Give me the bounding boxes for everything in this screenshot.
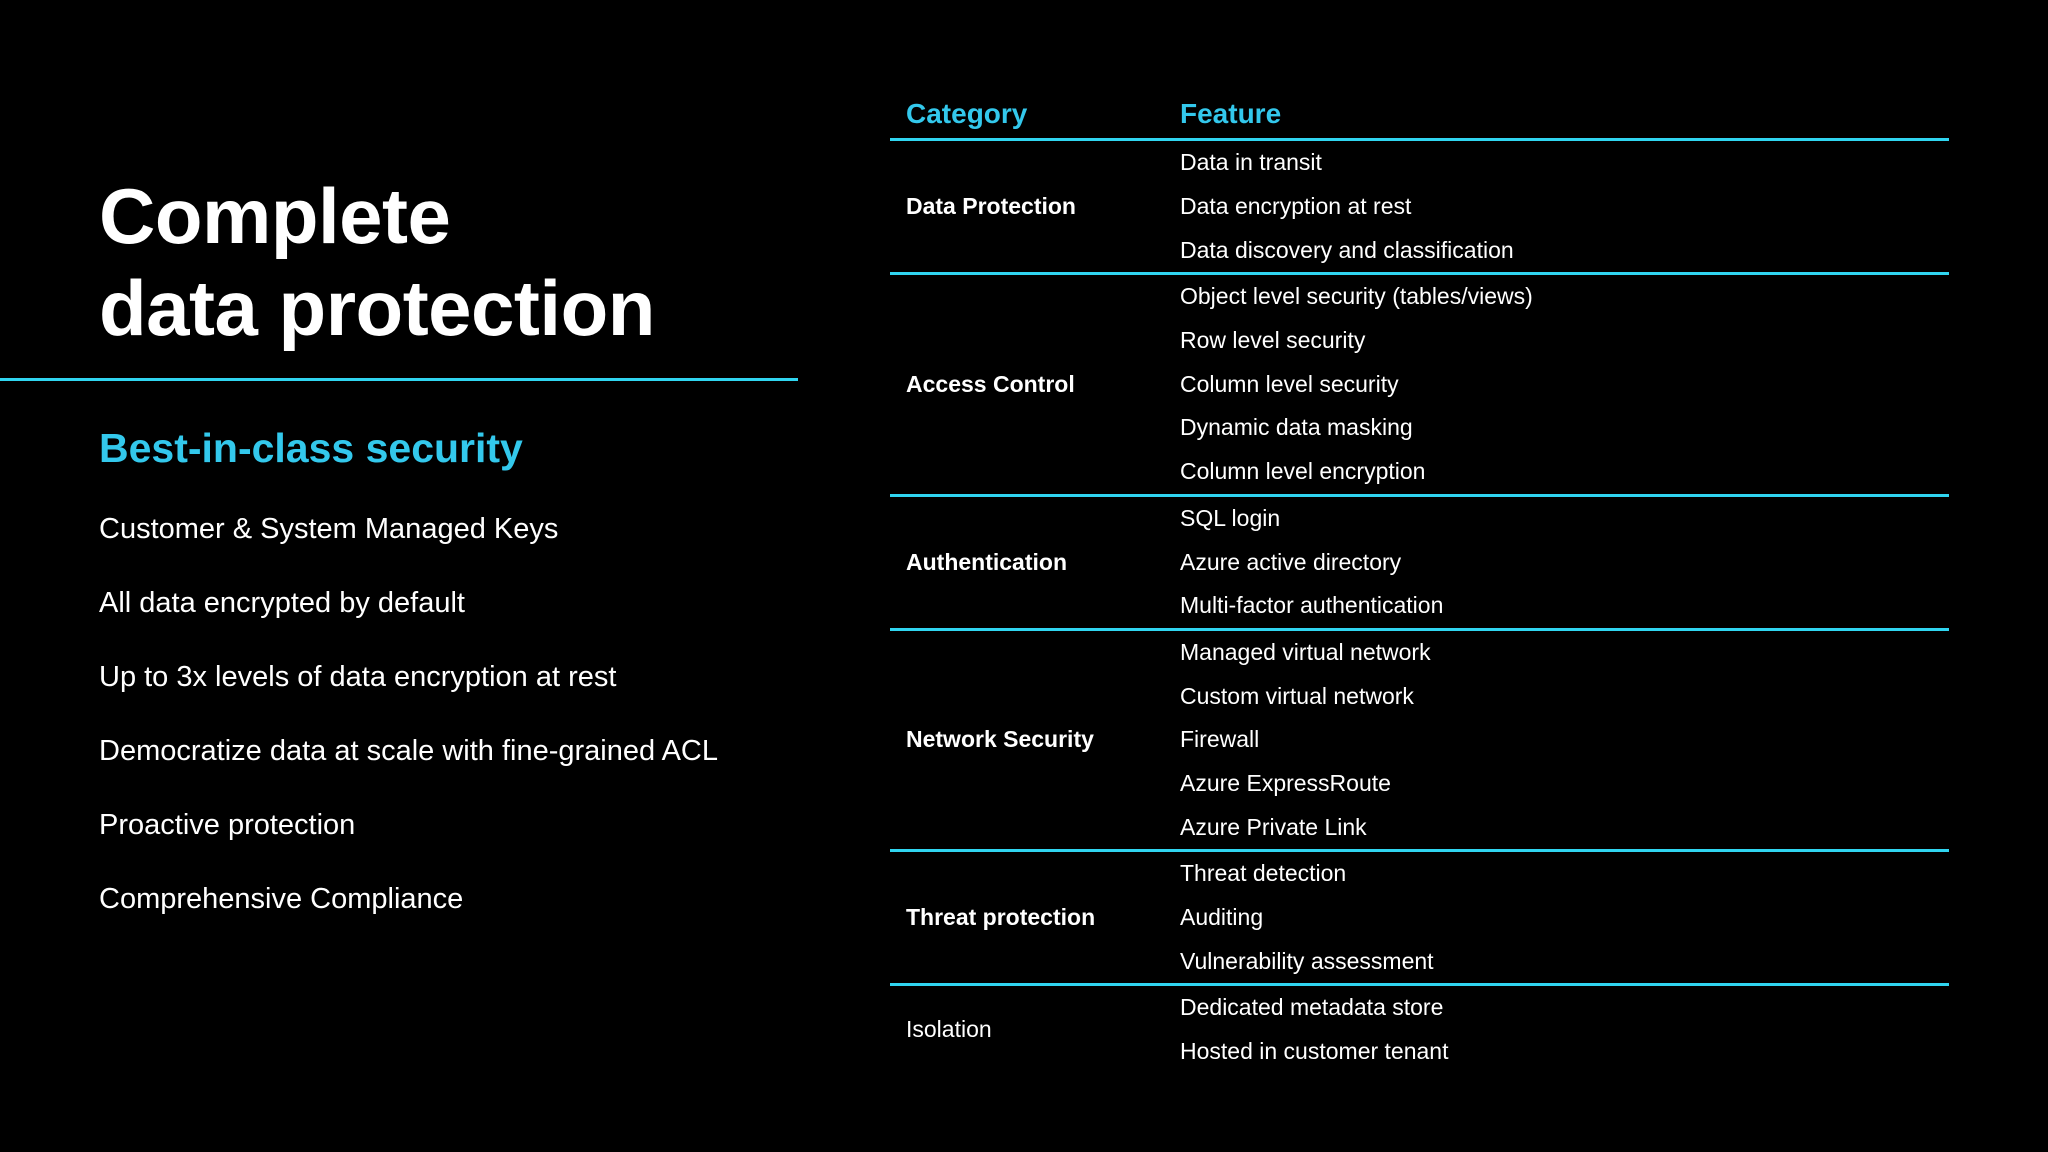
title-line-1: Complete	[99, 172, 451, 260]
feature-rows	[1180, 852, 1949, 983]
table-group	[890, 852, 1949, 986]
table-row	[1180, 805, 1949, 849]
category-cell: Authentication	[906, 548, 1067, 575]
table-row	[1180, 718, 1949, 762]
feature-cell: Multi-factor authentication	[1180, 592, 1444, 619]
bullet-item: All data encrypted by default	[99, 587, 465, 619]
table-row	[1180, 584, 1949, 628]
page-title	[99, 170, 655, 354]
feature-rows	[1180, 986, 1949, 1073]
category-cell: Network Security	[906, 726, 1094, 753]
table-row	[1180, 362, 1949, 406]
feature-rows	[1180, 275, 1949, 493]
feature-cell: Hosted in customer tenant	[1180, 1038, 1449, 1065]
category-cell: Data Protection	[906, 193, 1076, 220]
bullet-item: Up to 3x levels of data encryption at rest	[99, 661, 617, 693]
table-group	[890, 986, 1949, 1073]
table-row	[1180, 674, 1949, 718]
category-cell: Access Control	[906, 370, 1075, 397]
table-row	[1180, 1030, 1949, 1074]
table-group	[890, 141, 1949, 275]
table-row	[1180, 406, 1949, 450]
feature-cell: Dedicated metadata store	[1180, 994, 1444, 1021]
table-row	[1180, 228, 1949, 272]
feature-cell: Azure Private Link	[1180, 813, 1367, 840]
feature-cell: Custom virtual network	[1180, 682, 1414, 709]
feature-cell: Object level security (tables/views)	[1180, 283, 1533, 310]
table-row	[1180, 450, 1949, 494]
feature-cell: Data discovery and classification	[1180, 236, 1514, 263]
feature-cell: Firewall	[1180, 726, 1260, 753]
table-row	[1180, 896, 1949, 940]
table-row	[1180, 141, 1949, 185]
table-body	[890, 141, 1949, 1073]
feature-cell: Dynamic data masking	[1180, 414, 1413, 441]
feature-cell: Auditing	[1180, 904, 1264, 931]
feature-cell: Azure ExpressRoute	[1180, 769, 1391, 796]
feature-cell: Vulnerability assessment	[1180, 947, 1434, 974]
feature-cell: Threat detection	[1180, 860, 1347, 887]
column-header-category: Category	[906, 98, 1028, 129]
feature-cell: Data in transit	[1180, 149, 1322, 176]
title-line-2: data protection	[99, 264, 655, 352]
table-group	[890, 275, 1949, 496]
table-row	[1180, 319, 1949, 363]
table-row	[1180, 275, 1949, 319]
table-row	[1180, 631, 1949, 675]
feature-cell: SQL login	[1180, 504, 1281, 531]
bullet-item: Proactive protection	[99, 809, 356, 841]
column-header-feature: Feature	[1180, 98, 1282, 129]
category-cell: Threat protection	[906, 904, 1096, 931]
bullet-item: Comprehensive Compliance	[99, 883, 464, 915]
table-row	[1180, 762, 1949, 806]
table-row	[1180, 986, 1949, 1030]
feature-cell: Column level encryption	[1180, 458, 1426, 485]
feature-cell: Column level security	[1180, 370, 1399, 397]
table-group	[890, 631, 1949, 852]
table-row	[1180, 497, 1949, 541]
section-subtitle: Best-in-class security	[99, 425, 523, 471]
bullet-item: Democratize data at scale with fine-grained ACL	[99, 735, 718, 767]
title-divider	[0, 378, 798, 381]
table-row	[1180, 540, 1949, 584]
feature-cell: Row level security	[1180, 327, 1366, 354]
table-group	[890, 497, 1949, 631]
bullet-item: Customer & System Managed Keys	[99, 513, 559, 545]
security-feature-table	[890, 92, 1949, 1073]
category-cell: Isolation	[906, 1016, 992, 1043]
feature-cell: Managed virtual network	[1180, 638, 1431, 665]
feature-rows	[1180, 497, 1949, 628]
feature-rows	[1180, 631, 1949, 849]
feature-rows	[1180, 141, 1949, 272]
feature-cell: Data encryption at rest	[1180, 193, 1412, 220]
table-header	[890, 92, 1949, 141]
feature-bullet-list	[99, 504, 718, 948]
table-row	[1180, 852, 1949, 896]
feature-cell: Azure active directory	[1180, 548, 1402, 575]
table-row	[1180, 185, 1949, 229]
table-row	[1180, 939, 1949, 983]
